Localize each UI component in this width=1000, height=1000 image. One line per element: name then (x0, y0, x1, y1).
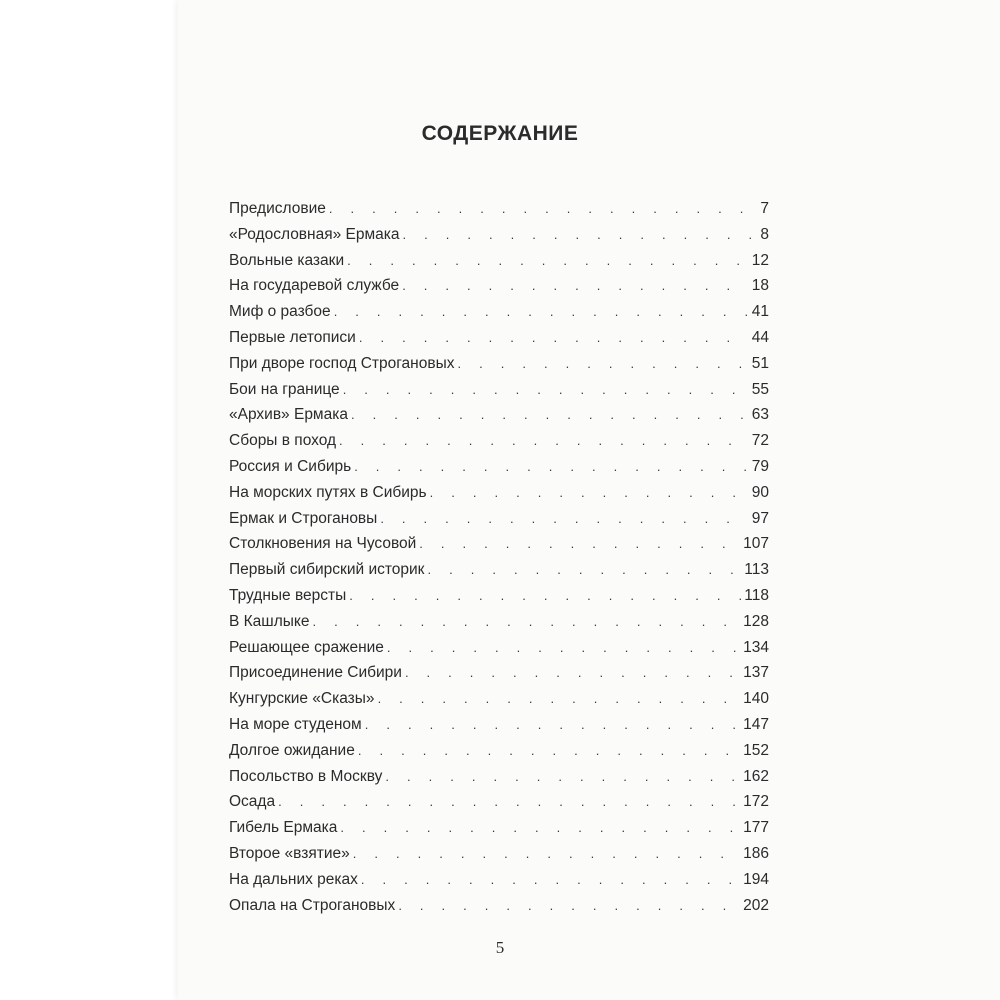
toc-entry-page: 177 (743, 819, 769, 837)
toc-entry-page: 186 (743, 844, 769, 862)
dot-leader (430, 485, 749, 500)
toc-entry (229, 329, 769, 355)
toc-entry-page: 140 (743, 690, 769, 708)
toc-entry-title: Миф о разбое (229, 303, 331, 321)
toc-entry (229, 406, 769, 432)
toc-entry-page: 90 (751, 483, 769, 501)
toc-entry-page: 12 (751, 251, 769, 269)
toc-entry-page: 194 (743, 870, 769, 888)
toc-entry-page: 79 (751, 457, 769, 475)
dot-leader (340, 820, 740, 835)
dot-leader (385, 769, 740, 784)
toc-entry-title: Предисловие (229, 200, 326, 217)
toc-entry-page: 162 (743, 767, 769, 785)
toc-entry-title: Столкновения на Чусовой (229, 535, 417, 553)
toc-entry (229, 664, 769, 690)
toc-entry-page: 172 (743, 793, 769, 811)
dot-leader (387, 640, 740, 655)
toc-entry (229, 561, 769, 587)
toc-entry (229, 639, 769, 665)
toc-entry-title: Посольство в Москву (229, 767, 383, 785)
page-number: 5 (495, 938, 505, 957)
dot-leader (380, 511, 748, 526)
toc-entry-title: Осада (229, 793, 276, 811)
toc-entry-title: Опала на Строгановых (229, 896, 396, 914)
toc-entry-page: 147 (743, 715, 769, 733)
toc-entry-title: «Родословная» Ермака (229, 225, 400, 243)
dot-leader (343, 382, 749, 397)
toc-entry (229, 535, 769, 561)
toc-entry-title: Решающее сражение (229, 638, 384, 656)
toc-entry (229, 458, 769, 484)
page-title: СОДЕРЖАНИЕ (421, 122, 579, 145)
dot-leader (354, 459, 749, 474)
toc-entry (229, 355, 769, 381)
toc-entry-title: На дальних реках (229, 870, 358, 888)
dot-leader (353, 846, 740, 861)
toc-entry-title: Кунгурские «Сказы» (229, 690, 375, 708)
toc-entry-page: 128 (743, 612, 769, 630)
dot-leader (313, 614, 741, 629)
toc-entry-title: На морских путях в Сибирь (229, 483, 427, 501)
dot-leader (359, 330, 749, 345)
toc-entry (229, 819, 769, 845)
toc-entry-title: В Кашлыке (229, 612, 310, 630)
toc-entry (229, 510, 769, 536)
toc-entry (229, 587, 769, 613)
toc-entry-title: На море студеном (229, 715, 362, 733)
dot-leader (419, 536, 740, 551)
toc-entry-page: 51 (751, 354, 769, 372)
toc-entry-page: 137 (743, 664, 769, 682)
toc-entry-page: 41 (751, 303, 769, 321)
toc-entry-page: 63 (751, 406, 769, 424)
dot-leader (361, 872, 740, 887)
dot-leader (347, 253, 749, 268)
dot-leader (405, 665, 740, 680)
dot-leader (398, 898, 740, 913)
toc-entry-title: Россия и Сибирь (229, 457, 352, 475)
table-of-contents (229, 200, 769, 922)
toc-entry-title: Ермак и Строгановы (229, 509, 378, 527)
toc-entry-title: Сборы в поход (229, 432, 337, 450)
dot-leader (329, 201, 758, 216)
dot-leader (365, 717, 740, 732)
toc-entry-page: 202 (743, 896, 769, 914)
toc-entry-page: 152 (743, 741, 769, 759)
toc-entry-title: Гибель Ермака (229, 819, 338, 837)
toc-entry (229, 716, 769, 742)
toc-entry (229, 303, 769, 329)
toc-entry-page: 7 (760, 200, 769, 217)
toc-entry (229, 252, 769, 278)
dot-leader (358, 743, 740, 758)
toc-entry-page: 55 (751, 380, 769, 398)
toc-entry-title: Второе «взятие» (229, 844, 350, 862)
toc-entry-page: 113 (744, 561, 769, 579)
dot-leader (351, 407, 749, 422)
dot-leader (402, 278, 749, 293)
toc-entry (229, 742, 769, 768)
toc-entry (229, 897, 769, 923)
dot-leader (349, 588, 741, 603)
toc-entry-page: 118 (744, 586, 769, 604)
dot-leader (403, 227, 758, 242)
toc-entry (229, 484, 769, 510)
toc-entry-title: «Архив» Ермака (229, 406, 348, 424)
toc-entry (229, 871, 769, 897)
toc-entry-title: Трудные версты (229, 586, 347, 604)
toc-entry (229, 381, 769, 407)
dot-leader (378, 691, 741, 706)
toc-entry (229, 226, 769, 252)
toc-entry (229, 793, 769, 819)
toc-entry-page: 107 (743, 535, 769, 553)
toc-entry (229, 690, 769, 716)
toc-entry-title: Присоединение Сибири (229, 664, 402, 682)
dot-leader (427, 562, 741, 577)
toc-entry (229, 277, 769, 303)
dot-leader (457, 356, 748, 371)
toc-entry-title: Бои на границе (229, 380, 340, 398)
toc-entry-page: 134 (743, 638, 769, 656)
toc-entry-title: Первый сибирский историк (229, 561, 425, 579)
toc-entry-title: Первые летописи (229, 328, 356, 346)
toc-entry (229, 613, 769, 639)
toc-entry (229, 200, 769, 226)
toc-entry-page: 72 (751, 432, 769, 450)
toc-entry-title: При дворе господ Строгановых (229, 354, 455, 372)
toc-entry-page: 8 (760, 225, 769, 243)
toc-entry (229, 768, 769, 794)
toc-entry-page: 18 (751, 277, 769, 295)
toc-entry-page: 44 (751, 328, 769, 346)
toc-entry-title: Вольные казаки (229, 251, 345, 269)
dot-leader (278, 794, 740, 809)
toc-entry (229, 432, 769, 458)
toc-entry-page: 97 (751, 509, 769, 527)
toc-entry-title: Долгое ожидание (229, 741, 355, 759)
dot-leader (339, 433, 749, 448)
toc-entry (229, 845, 769, 871)
dot-leader (334, 304, 749, 319)
toc-entry-title: На государевой службе (229, 277, 400, 295)
